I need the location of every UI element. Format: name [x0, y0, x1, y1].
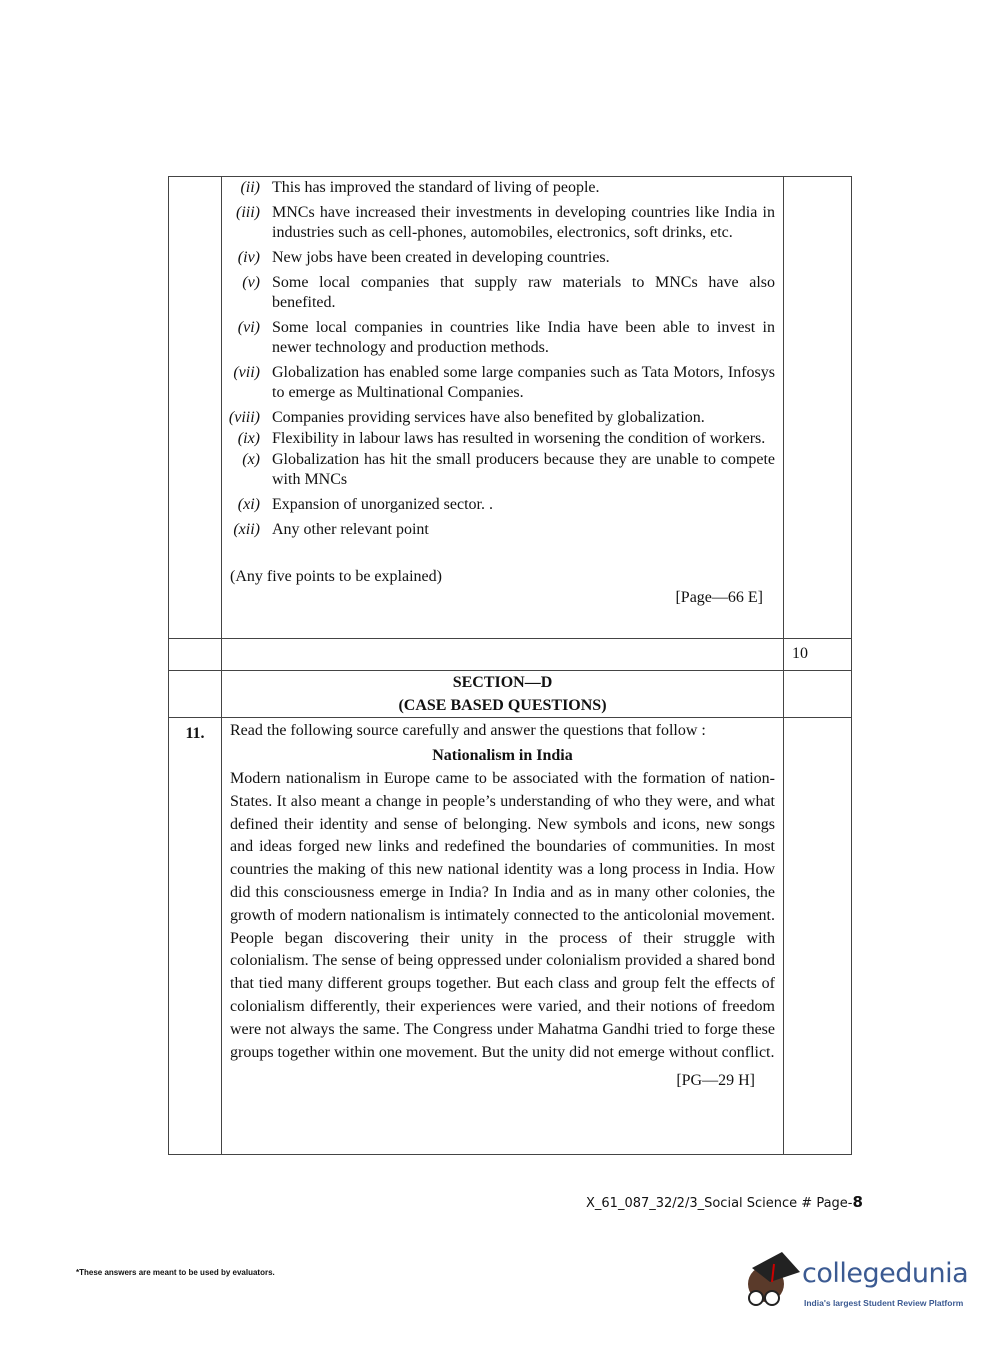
- answer-note: (Any five points to be explained): [230, 568, 442, 585]
- point-number: (xi): [237, 496, 260, 513]
- answer-row: [169, 177, 852, 639]
- point-text: Globalization has hit the small producers because they are unable to compete with MNCs: [272, 451, 775, 488]
- passage-reference: [PG—29 H]: [676, 1072, 755, 1090]
- collegedunia-logo: collegedunia India's largest Student Review Platform: [742, 1250, 972, 1320]
- answer-point: [226, 429, 775, 449]
- marks-row: [169, 639, 852, 671]
- point-text: Expansion of unorganized sector. .: [272, 496, 493, 513]
- point-number: (vii): [233, 364, 260, 381]
- answer-point: [226, 318, 775, 358]
- question-instruction: Read the following source carefully and answer the questions that follow :: [230, 722, 706, 739]
- disclaimer: *These answers are meant to be used by evaluators.: [76, 1268, 275, 1277]
- section-row: [169, 671, 852, 718]
- question-number: 11.: [169, 718, 222, 1155]
- answer-point: [226, 520, 775, 540]
- point-text: Globalization has enabled some large companies such as Tata Motors, Infosys to emerge as Multinational Companies.: [272, 364, 775, 401]
- passage-text: Modern nationalism in Europe came to be associated with the formation of nation-States. It also meant a change in people’s understanding of who they were, and what defined their identity and sense of belonging. New symbols and icons, new songs and ideas forged new links and redefined the boundaries of communities. In most countries the making of this new national identity was a long process in India. How did this consciousness emerge in India? In India and as in many other colonies, the growth of modern nationalism is intimately connected to the anticolonial movement. People began discovering their unity in the process of their struggle with colonialism. The sense of being oppressed under colonialism provided a shared bond that tied many different groups together. But each class and group felt the effects of colonialism differently, their experiences were varied, and their notions of freedom were not always the same. The Congress under Mahatma Gandhi tried to forge these groups together within one movement. But the unity did not emerge without conflict.: [230, 770, 775, 1061]
- answer-point: [226, 495, 775, 515]
- page-number: 8: [852, 1193, 863, 1211]
- point-number: (ii): [240, 179, 260, 196]
- answer-reference: [Page—66 E]: [675, 589, 763, 606]
- answer-point: [226, 408, 775, 428]
- total-marks: 10: [784, 639, 852, 671]
- answer-point: [226, 363, 775, 403]
- answer-point: [226, 178, 775, 198]
- section-title: SECTION—D: [452, 674, 553, 691]
- point-number: (viii): [228, 409, 260, 426]
- point-number: (v): [242, 274, 260, 291]
- point-number: (x): [242, 451, 260, 468]
- page-footer: X_61_087_32/2/3_Social Science # Page-8: [586, 1193, 863, 1211]
- answer-point: [226, 248, 775, 268]
- point-text: Any other relevant point: [272, 521, 429, 538]
- answer-points-list: [222, 177, 783, 549]
- answer-point: [226, 450, 775, 490]
- answer-point: [226, 203, 775, 243]
- question-row: [169, 718, 852, 1155]
- point-text: MNCs have increased their investments in developing countries like India in industries such as cell-phones, automobiles, electronics, soft drinks, etc.: [272, 204, 775, 241]
- point-number: (ix): [237, 430, 260, 447]
- point-text: Some local companies in countries like India have been able to invest in newer technology and production methods.: [272, 319, 775, 356]
- answer-table: [168, 176, 852, 1155]
- point-text: Some local companies that supply raw materials to MNCs have also benefited.: [272, 274, 775, 311]
- point-number: (xii): [233, 521, 260, 538]
- point-text: Companies providing services have also benefited by globalization.: [272, 409, 705, 426]
- point-number: (iv): [237, 249, 260, 266]
- point-text: Flexibility in labour laws has resulted in worsening the condition of workers.: [272, 430, 766, 447]
- point-text: New jobs have been created in developing countries.: [272, 249, 610, 266]
- section-subtitle: (CASE BASED QUESTIONS): [398, 697, 607, 714]
- passage-heading: Nationalism in India: [432, 747, 573, 764]
- point-number: (iii): [236, 204, 260, 221]
- point-text: This has improved the standard of living of people.: [272, 179, 600, 196]
- answer-point: [226, 273, 775, 313]
- mascot-icon: [742, 1250, 802, 1320]
- point-number: (vi): [237, 319, 260, 336]
